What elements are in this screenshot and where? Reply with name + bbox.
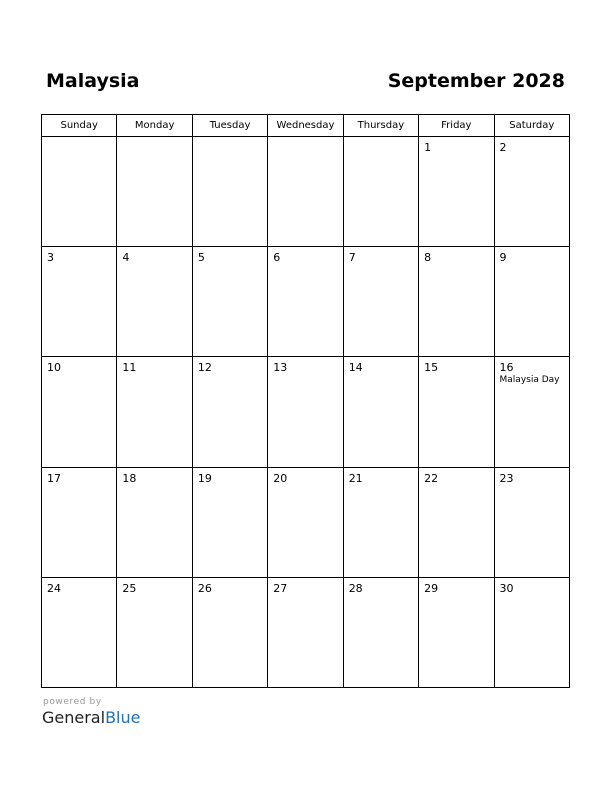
day-number: 16 (499, 361, 514, 375)
day-number: 6 (273, 251, 281, 265)
day-cell (343, 467, 418, 577)
weekday-header-row (42, 115, 570, 137)
day-cell (42, 467, 117, 577)
day-cell (42, 247, 117, 357)
day-number: 28 (348, 581, 363, 595)
calendar-grid (41, 114, 570, 688)
day-cell (494, 137, 569, 247)
brand-general: General (42, 708, 106, 727)
day-cell (419, 357, 494, 467)
day-number: 19 (197, 471, 212, 485)
day-number (268, 137, 342, 141)
day-number: 25 (122, 581, 137, 595)
day-cell (268, 137, 343, 247)
day-cell (494, 467, 569, 577)
weekday-monday: Monday (117, 115, 192, 137)
day-number (344, 137, 418, 141)
day-cell (192, 577, 267, 687)
weekday-saturday: Saturday (494, 115, 569, 137)
day-cell (42, 357, 117, 467)
day-cell (117, 137, 192, 247)
day-number: 7 (348, 251, 356, 265)
day-cell (343, 357, 418, 467)
day-cell (192, 467, 267, 577)
day-number: 17 (47, 471, 61, 485)
day-number: 8 (424, 251, 432, 265)
day-cell (117, 467, 192, 577)
day-cell (494, 247, 569, 357)
day-cell (192, 357, 267, 467)
weekday-sunday: Sunday (42, 115, 117, 137)
day-cell (343, 577, 418, 687)
day-cell (268, 357, 343, 467)
month-year-title: September 2028 (387, 70, 565, 92)
weekday-friday: Friday (419, 115, 494, 137)
day-cell (42, 577, 117, 687)
day-number: 24 (47, 581, 61, 595)
week-row-3 (42, 357, 570, 467)
week-row-4 (42, 467, 570, 577)
holiday-label: Malaysia Day (499, 375, 560, 386)
country-title: Malaysia (46, 70, 140, 92)
day-cell (419, 137, 494, 247)
day-number (42, 137, 116, 141)
week-row-1 (42, 137, 570, 247)
day-number: 2 (499, 141, 507, 154)
day-number: 12 (197, 361, 212, 375)
day-number: 3 (47, 251, 54, 265)
day-number: 30 (499, 581, 514, 595)
generalblue-logo[interactable] (42, 708, 140, 727)
day-number (193, 137, 267, 141)
week-row-5 (42, 577, 570, 687)
day-cell (42, 137, 117, 247)
day-number: 20 (273, 471, 288, 485)
day-cell (117, 247, 192, 357)
day-number: 11 (122, 361, 137, 375)
brand-blue: Blue (105, 708, 141, 727)
day-cell (419, 467, 494, 577)
day-number: 23 (499, 471, 514, 485)
day-number: 5 (197, 251, 205, 265)
day-cell (494, 577, 569, 687)
day-number: 26 (197, 581, 212, 595)
day-cell (268, 467, 343, 577)
day-cell (494, 357, 569, 467)
day-number: 1 (424, 141, 432, 154)
day-cell (343, 137, 418, 247)
day-cell (117, 577, 192, 687)
day-cell (192, 137, 267, 247)
day-number: 9 (499, 251, 507, 265)
day-number: 29 (424, 581, 439, 595)
day-cell (268, 247, 343, 357)
day-number (117, 137, 191, 141)
day-number: 14 (348, 361, 363, 375)
day-number: 18 (122, 471, 137, 485)
day-cell (268, 577, 343, 687)
day-number: 21 (348, 471, 363, 485)
day-number: 15 (424, 361, 439, 375)
week-row-2 (42, 247, 570, 357)
day-number: 4 (122, 251, 130, 265)
day-cell (343, 247, 418, 357)
weekday-wednesday: Wednesday (268, 115, 343, 137)
day-cell (419, 577, 494, 687)
day-cell (192, 247, 267, 357)
powered-by-text: powered by (43, 697, 102, 707)
day-cell (117, 357, 192, 467)
day-number: 22 (424, 471, 439, 485)
day-cell (419, 247, 494, 357)
day-number: 10 (47, 361, 61, 375)
day-number: 27 (273, 581, 288, 595)
day-number: 13 (273, 361, 288, 375)
weekday-tuesday: Tuesday (192, 115, 267, 137)
weekday-thursday: Thursday (343, 115, 418, 137)
